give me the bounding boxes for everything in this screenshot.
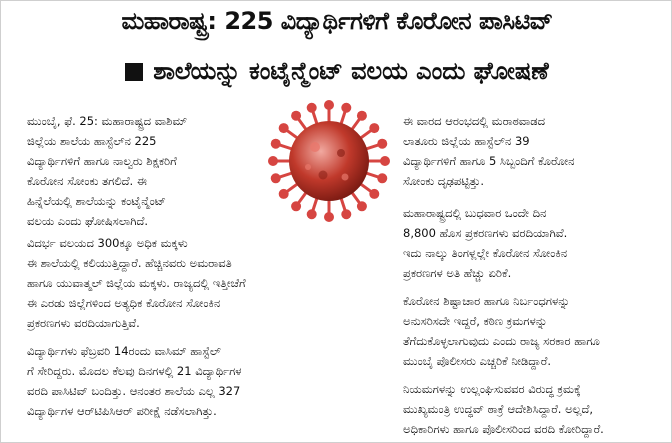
virus-spike-tip xyxy=(357,201,367,211)
left-column xyxy=(27,111,267,231)
para-line: ಗೆ ಸೇರಿದ್ದರು. ಮೊದಲ ಕೆಲವು ದಿನಗಳಲ್ಲಿ 21 ವಿದ್ಯಾರ್ಥಿಗಳ xyxy=(27,364,242,378)
right-line: ಅನುಸರಿಸದೇ ಇದ್ದರೆ, ಕಠಿಣ ಕ್ರಮಗಳನ್ನು xyxy=(403,314,548,328)
subheadline-row xyxy=(9,57,665,85)
virus-spike-tip xyxy=(291,201,301,211)
virus-spike-tip xyxy=(357,111,367,121)
virus-spike-tip xyxy=(279,189,289,199)
virus-spike-tip xyxy=(307,209,317,219)
right-line: ನಿಯಮಗಳನ್ನು ಉಲ್ಲಂಘಿಸುವವರ ವಿರುದ್ಧ ಕ್ರಮಕ್ಕೆ xyxy=(403,382,581,396)
right-line: ಮುಂಬೈ ಪೊಲೀಸರು ಎಚ್ಚರಿಕೆ ನೀಡಿದ್ದಾರೆ. xyxy=(403,354,551,368)
left-line: ಮುಂಬೈ, ಫೆ. 25: ಮಹಾರಾಷ್ಟ್ರದ ವಾಶಿಮ್ xyxy=(27,114,188,128)
para-line: ಈ ಶಾಲೆಯಲ್ಲಿ ಕಲಿಯುತ್ತಿದ್ದಾರೆ. ಹೆಚ್ಚಿನವರು ಅಮರಾವತಿ xyxy=(27,256,232,270)
right-line: ಈ ವಾರದ ಆರಂಭದಲ್ಲಿ ಮರಾಠವಾಡದ xyxy=(403,114,546,128)
right-line: ಲಾತೂರು ಜಿಲ್ಲೆಯ ಹಾಸ್ಟೆಲ್‌ನ 39 xyxy=(403,134,530,148)
virus-spike-tip xyxy=(324,100,334,110)
right-line: ಕೊರೋನ ಶಿಷ್ಟಾಚಾರ ಹಾಗೂ ನಿರ್ಬಂಧಗಳನ್ನು xyxy=(403,294,570,308)
virus-spike-tip xyxy=(377,173,387,183)
right-line: ಪ್ರಕರಣಗಳ ಅತಿ ಹೆಚ್ಚು ಏರಿಕೆ. xyxy=(403,266,512,280)
virus-spike-tip xyxy=(271,173,281,183)
para-line: ಪ್ರಕರಣಗಳು ವರದಿಯಾಗುತ್ತಿವೆ. xyxy=(27,316,140,330)
virus-spike-tip xyxy=(369,123,379,133)
right-line: 8,800 ಹೊಸ ಪ್ರಕರಣಗಳು ವರದಿಯಾಗಿವೆ. xyxy=(403,226,568,240)
left-line: ವಲಯ ಎಂದು ಘೋಷಿಸಲಾಗಿದೆ. xyxy=(27,214,149,228)
right-line: ಸೋಂಕು ದೃಢಪಟ್ಟಿತ್ತು. xyxy=(403,174,484,188)
virus-spike-tip xyxy=(341,209,351,219)
virus-spike-tip xyxy=(307,103,317,113)
headline: ಮಹಾರಾಷ್ಟ್ರ: 225 ವಿದ್ಯಾರ್ಥಿಗಳಿಗೆ ಕೊರೋನ ಪಾಸಿಟಿವ್ xyxy=(121,7,553,35)
virus-spike-tip xyxy=(341,103,351,113)
right-line: ವಿದ್ಯಾರ್ಥಿಗಳಿಗೆ ಹಾಗೂ 5 ಸಿಬ್ಬಂದಿಗೆ ಕೊರೋನ xyxy=(403,154,575,168)
coronavirus-icon xyxy=(263,95,395,227)
virus-spike-tip xyxy=(380,156,390,166)
virus-spike-tip xyxy=(268,156,278,166)
right-column xyxy=(403,111,643,439)
subheadline: ಶಾಲೆಯನ್ನು ಕಂಟೈನ್ಮೆಂಟ್ ವಲಯ ಎಂದು ಘೋಷಣೆ xyxy=(153,57,549,85)
para-line: ವಿದ್ಯಾರ್ಥಿಗಳು ಫೆಬ್ರವರಿ 14ರಂದು ವಾಸಿಮ್ ಹಾಸ್ಟೆಲ್ xyxy=(27,344,221,358)
right-line: ಮುಖ್ಯಮಂತ್ರಿ ಉದ್ಧವ್ ಠಾಕ್ರೆ ಆದೇಶಿಸಿದ್ದಾರೆ. ಅಲ್ಲದೆ, xyxy=(403,402,594,416)
para-line: ವರದಿ ಪಾಸಿಟಿವ್ ಬಂದಿತ್ತು. ಆನಂತರ ಶಾಲೆಯ ಎಲ್ಲ 327 xyxy=(27,384,241,398)
virus-spike-tip xyxy=(291,111,301,121)
left-line: ವಿದ್ಯಾರ್ಥಿಗಳಿಗೆ ಹಾಗೂ ನಾಲ್ವರು ಶಿಕ್ಷಕರಿಗೆ xyxy=(27,154,177,168)
para-line: ವಿದ್ಯಾರ್ಥಿಗಳ ಆರ್‌ಟಿಪಿಸಿಆರ್ ಪರೀಕ್ಷೆ ನಡೆಸಲಾಗಿತ್ತು. xyxy=(27,404,217,418)
left-line: ಕೊರೋನ ಸೋಂಕು ತಗಲಿದೆ. ಈ xyxy=(27,174,147,188)
right-line: ತೆಗೆದುಕೊಳ್ಳಲಾಗುವುದು ಎಂದು ರಾಜ್ಯ ಸರಕಾರ ಹಾಗೂ xyxy=(403,334,600,348)
para-lead: ವಿದರ್ಭ ವಲಯದ 300ಕ್ಕೂ ಅಧಿಕ ಮಕ್ಕಳು xyxy=(27,236,188,250)
virus-spike-tip xyxy=(271,139,281,149)
virus-spike-tip xyxy=(324,212,334,222)
left-wide-column xyxy=(27,233,397,421)
right-line: ಇದು ನಾಲ್ಕು ತಿಂಗಳ್ಲಲ್ಲೇ ಕೊರೋನ ಸೋಂಕಿನ xyxy=(403,246,568,260)
para-line: ಈ ಎರಡು ಜಿಲ್ಲೆಗಳಿಂದ ಅತ್ಯಧಿಕ ಕೊರೋನ ಸೋಂಕಿನ xyxy=(27,296,221,310)
left-line: ಜಿಲ್ಲೆಯ ಶಾಲೆಯ ಹಾಸ್ಟೆಲ್‌ನ 225 xyxy=(27,134,157,148)
square-bullet-icon xyxy=(125,63,143,81)
virus-spike-tip xyxy=(377,139,387,149)
right-line: ಮಹಾರಾಷ್ಟ್ರದಲ್ಲಿ ಬುಧವಾರ ಒಂದೇ ದಿನ xyxy=(403,206,547,220)
left-line: ಹಿನ್ನೆಲೆಯಲ್ಲಿ ಶಾಲೆಯನ್ನು ಕಂಟೈನ್ಮೆಂಟ್ xyxy=(27,194,166,208)
virus-body xyxy=(289,121,369,201)
virus-spike-tip xyxy=(279,123,289,133)
right-line: ಅಧಿಕಾರಿಗಳು ಹಾಗೂ ಪೊಲೀಸರಿಂದ ವರದಿ ಕೋರಿದ್ದಾರೆ. xyxy=(403,422,604,436)
virus-spike-tip xyxy=(369,189,379,199)
para-line: ಹಾಗೂ ಯುವಾತ್ಮಲ್ ಜಿಲ್ಲೆಯ ಮಕ್ಕಳು. ರಾಜ್ಯದಲ್ಲಿ ಇತ್ತೀಚೆಗೆ xyxy=(27,276,246,290)
